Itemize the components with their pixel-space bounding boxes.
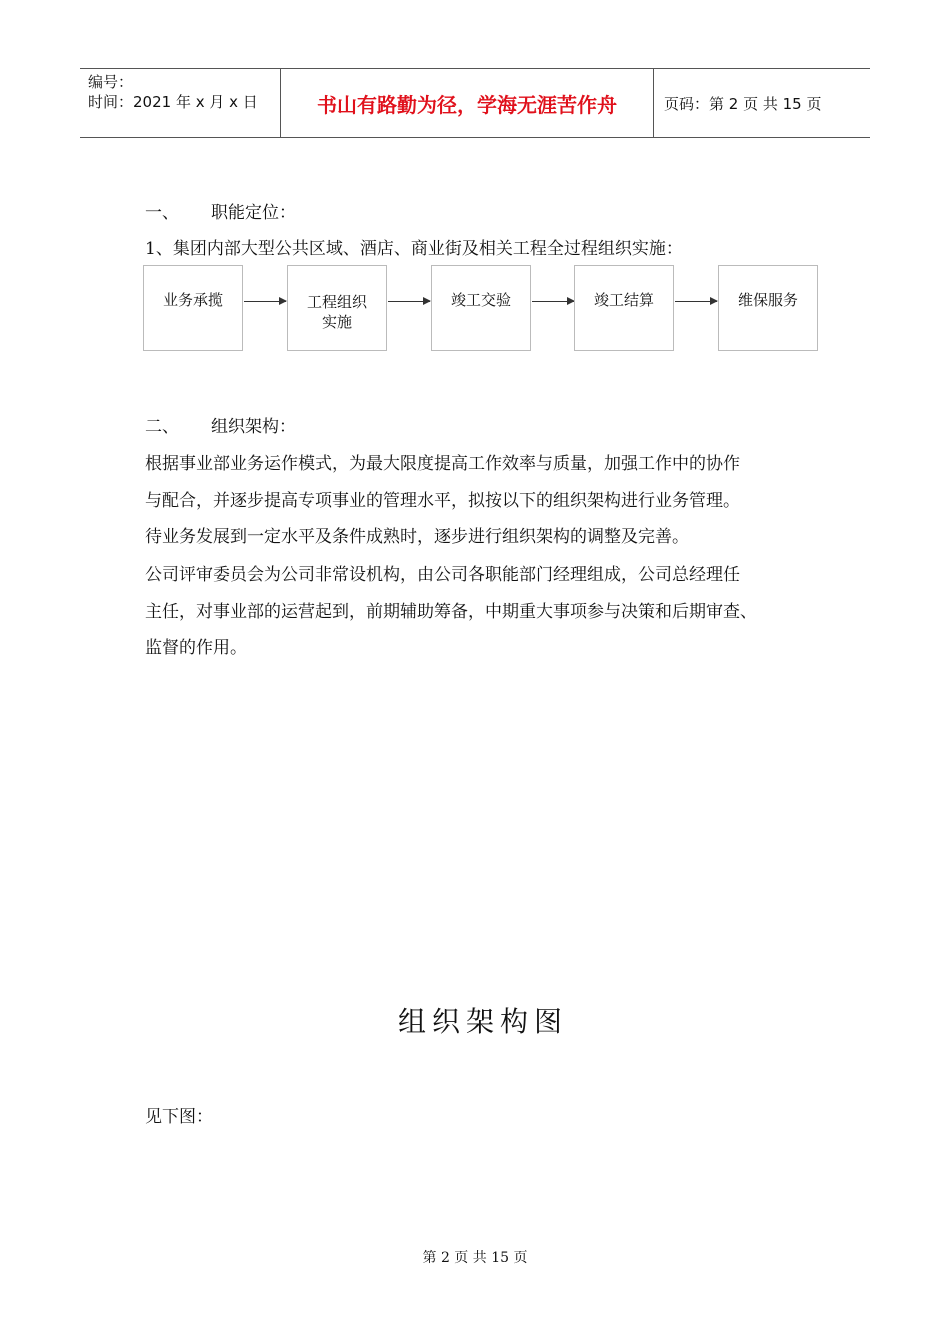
section2-line: 根据事业部业务运作模式，为最大限度提高工作效率与质量，加强工作中的协作 bbox=[145, 454, 740, 474]
page-header bbox=[80, 68, 870, 138]
section2-title: 组织架构： bbox=[211, 417, 296, 437]
chart-title: 组织架构图 bbox=[397, 1005, 568, 1038]
header-time-label: 时间：2021 年 x 月 x 日 bbox=[88, 93, 258, 111]
flow-step-2 bbox=[287, 265, 387, 351]
section1-number: 一、 bbox=[145, 203, 179, 223]
section1-item: 1、集团内部大型公共区域、酒店、商业街及相关工程全过程组织实施： bbox=[145, 239, 683, 259]
flow-step-4 bbox=[574, 265, 674, 351]
flow-step-label-line2: 实施 bbox=[321, 313, 352, 331]
flow-step-label: 业务承揽 bbox=[162, 291, 223, 309]
section1-heading bbox=[145, 198, 296, 223]
section2-line: 与配合，并逐步提高专项事业的管理水平，拟按以下的组织架构进行业务管理。 bbox=[145, 491, 740, 511]
section2-line: 监督的作用。 bbox=[145, 638, 247, 658]
flow-step-3 bbox=[431, 265, 531, 351]
flow-arrow bbox=[675, 301, 717, 302]
flow-step-5 bbox=[718, 265, 818, 351]
section2-heading bbox=[145, 412, 296, 437]
flow-step-label: 工程组织 bbox=[306, 293, 367, 311]
flow-step-label: 竣工结算 bbox=[593, 291, 654, 309]
header-page-info: 页码：第 2 页 共 15 页 bbox=[664, 95, 822, 113]
section2-number: 二、 bbox=[145, 417, 179, 437]
flow-step-1 bbox=[143, 265, 243, 351]
flow-arrow bbox=[532, 301, 574, 302]
section2-line: 公司评审委员会为公司非常设机构，由公司各职能部门经理组成，公司总经理任 bbox=[145, 565, 740, 585]
header-motto: 书山有路勤为径，学海无涯苦作舟 bbox=[281, 69, 654, 137]
section2-line: 主任，对事业部的运营起到，前期辅助筹备，中期重大事项参与决策和后期审查、 bbox=[145, 602, 757, 622]
flow-arrow bbox=[388, 301, 430, 302]
header-meta-cell bbox=[80, 69, 281, 137]
flow-step-label: 维保服务 bbox=[737, 291, 798, 309]
see-below-text: 见下图： bbox=[145, 1107, 213, 1127]
section1-title: 职能定位： bbox=[211, 203, 296, 223]
page-footer: 第 2 页 共 15 页 bbox=[422, 1250, 528, 1266]
flow-step-label: 竣工交验 bbox=[450, 291, 511, 309]
section2-line: 待业务发展到一定水平及条件成熟时，逐步进行组织架构的调整及完善。 bbox=[145, 527, 689, 547]
flow-arrow bbox=[244, 301, 286, 302]
header-number-label: 编号： bbox=[88, 73, 134, 91]
